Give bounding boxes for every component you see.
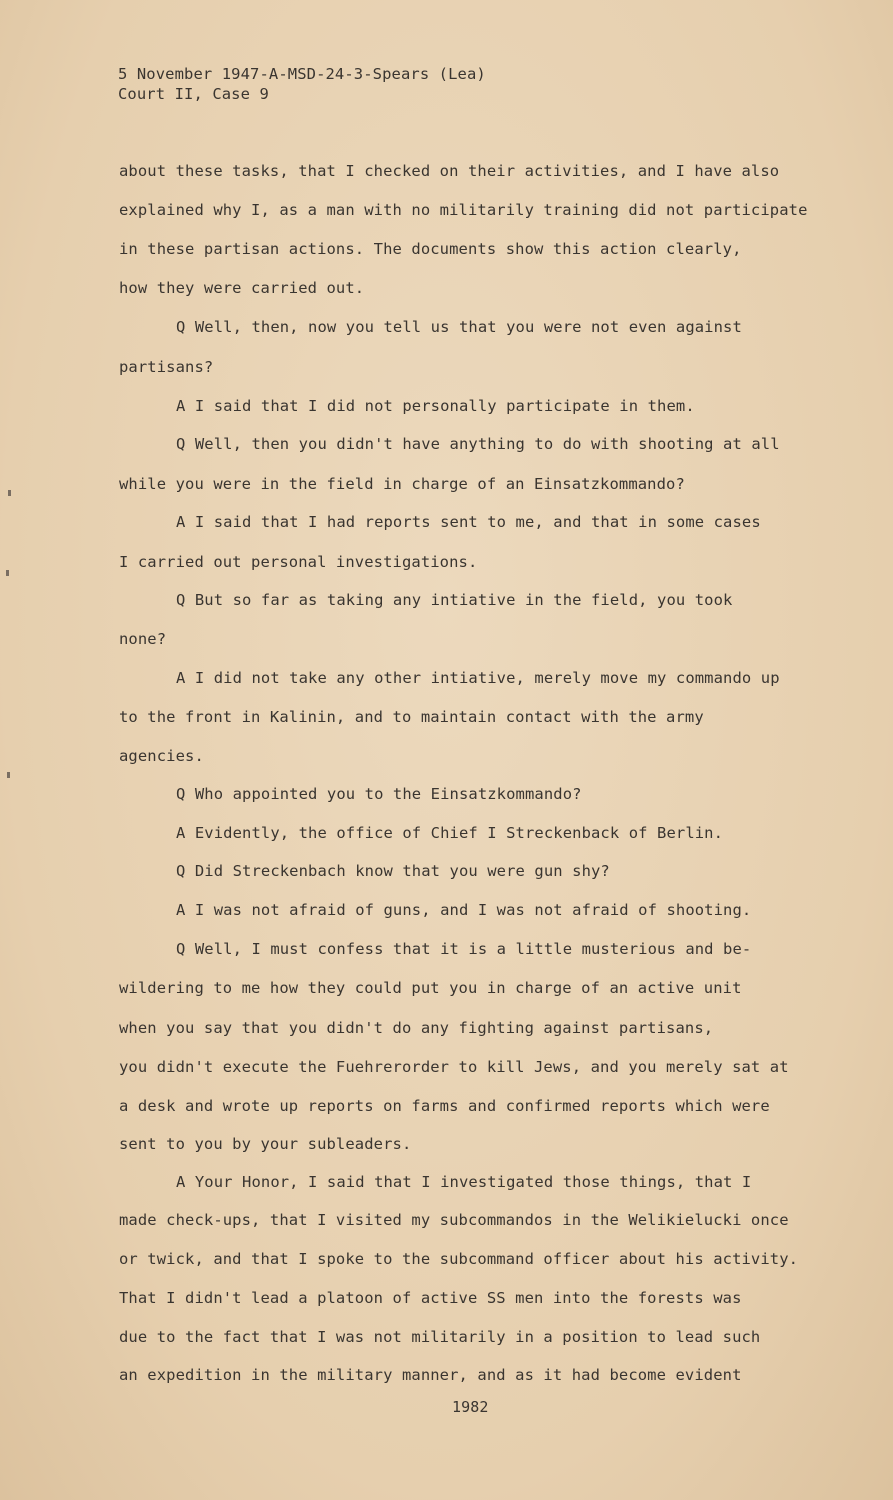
edge-mark — [7, 772, 10, 778]
text-line: you didn't execute the Fuehrerorder to kill Jews, and you merely sat at — [119, 1058, 789, 1076]
text-line: A Evidently, the office of Chief I Streckenback of Berlin. — [176, 824, 724, 842]
text-line: while you were in the field in charge of an Einsatzkommando? — [119, 475, 685, 493]
text-line: a desk and wrote up reports on farms and confirmed reports which were — [119, 1097, 770, 1115]
text-line: wildering to me how they could put you in charge of an active unit — [119, 979, 742, 997]
page-number: 1982 — [452, 1398, 489, 1416]
text-line: due to the fact that I was not militarily in a position to lead such — [119, 1328, 761, 1346]
text-line: I carried out personal investigations. — [119, 553, 478, 571]
document-header — [118, 64, 486, 104]
header-court-line: Court II, Case 9 — [118, 85, 269, 103]
text-line: to the front in Kalinin, and to maintain contact with the army — [119, 708, 704, 726]
text-line: A I was not afraid of guns, and I was not afraid of shooting. — [176, 901, 752, 919]
text-line: in these partisan actions. The documents show this action clearly, — [119, 240, 742, 258]
text-line: That I didn't lead a platoon of active SS men into the forests was — [119, 1289, 742, 1307]
text-line: explained why I, as a man with no militarily training did not participate — [119, 201, 808, 219]
text-line: how they were carried out. — [119, 279, 365, 297]
text-line: Q Did Streckenbach know that you were gun shy? — [176, 862, 610, 880]
text-line: when you say that you didn't do any fighting against partisans, — [119, 1019, 714, 1037]
text-line: Q Well, then you didn't have anything to do with shooting at all — [176, 435, 780, 453]
text-line: made check-ups, that I visited my subcommandos in the Welikielucki once — [119, 1211, 789, 1229]
text-line: sent to you by your subleaders. — [119, 1135, 412, 1153]
text-line: none? — [119, 630, 167, 648]
text-line: A Your Honor, I said that I investigated those things, that I — [176, 1173, 752, 1191]
text-line: Q But so far as taking any intiative in the field, you took — [176, 591, 733, 609]
text-line: A I did not take any other intiative, merely move my commando up — [176, 669, 780, 687]
text-line: or twick, and that I spoke to the subcommand officer about his activity. — [119, 1250, 799, 1268]
text-line: agencies. — [119, 747, 204, 765]
text-line: an expedition in the military manner, and as it had become evident — [119, 1366, 742, 1384]
edge-mark — [6, 570, 9, 576]
edge-mark — [8, 490, 11, 496]
text-line: A I said that I had reports sent to me, and that in some cases — [176, 513, 761, 531]
text-line: Q Well, then, now you tell us that you were not even against — [176, 318, 742, 336]
header-date-line: 5 November 1947-A-MSD-24-3-Spears (Lea) — [118, 65, 486, 83]
text-line: about these tasks, that I checked on their activities, and I have also — [119, 162, 780, 180]
text-line: Q Well, I must confess that it is a little musterious and be- — [176, 940, 752, 958]
text-line: partisans? — [119, 358, 214, 376]
text-line: Q Who appointed you to the Einsatzkommando? — [176, 785, 582, 803]
text-line: A I said that I did not personally participate in them. — [176, 397, 695, 415]
